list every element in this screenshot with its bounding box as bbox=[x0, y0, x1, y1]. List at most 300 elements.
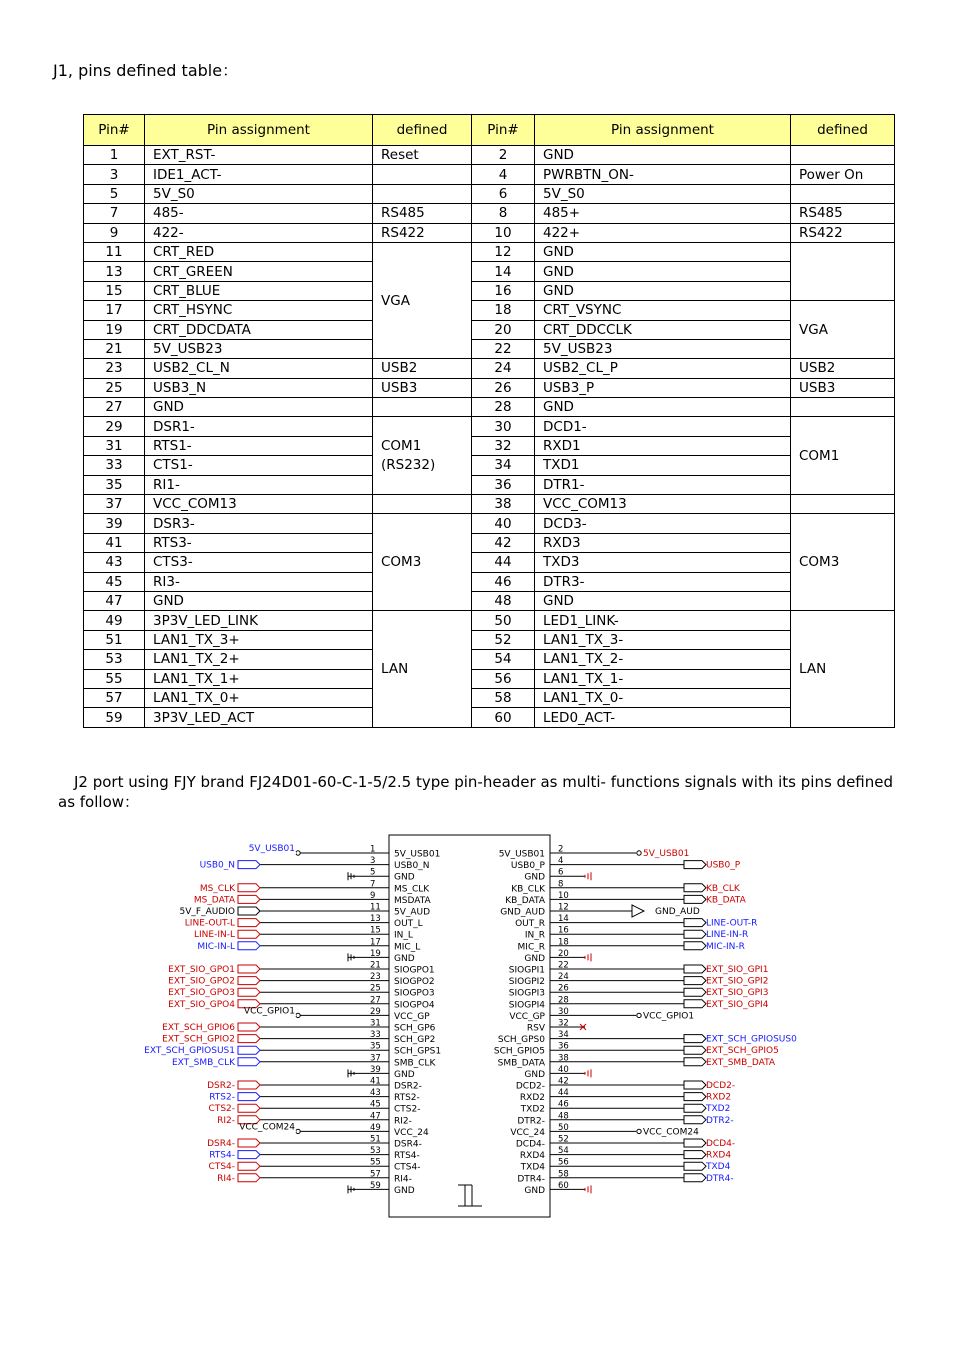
pin-number: 57 bbox=[84, 688, 145, 707]
audio-ground-icon bbox=[632, 905, 644, 917]
ground-icon bbox=[585, 1185, 591, 1193]
pin-assignment: USB3_P bbox=[535, 378, 791, 397]
ground-icon bbox=[585, 953, 591, 961]
pin-number-right: 8 bbox=[558, 879, 564, 890]
header-defined-left: defined bbox=[373, 115, 472, 146]
table-row bbox=[84, 146, 895, 165]
pin-inner-label: SCH_GPS1 bbox=[394, 1046, 442, 1057]
port-flag-icon bbox=[684, 861, 706, 869]
pin-number: 16 bbox=[472, 281, 535, 300]
pin-number: 4 bbox=[472, 165, 535, 184]
table-row bbox=[84, 514, 895, 533]
pin-inner-label: SIOGPO4 bbox=[394, 1000, 435, 1011]
pin-number-left: 41 bbox=[370, 1076, 381, 1087]
pin-number: 11 bbox=[84, 242, 145, 261]
pin-number: 46 bbox=[472, 572, 535, 591]
pin-number-right: 46 bbox=[558, 1099, 569, 1110]
right-net-label: 5V_USB01 bbox=[643, 849, 690, 859]
left-net-label: DSR4- bbox=[207, 1139, 235, 1149]
header-defined-right: defined bbox=[791, 115, 895, 146]
table-row bbox=[84, 591, 895, 610]
port-flag-icon bbox=[684, 965, 706, 973]
table-row bbox=[84, 553, 895, 572]
right-defined-cell: VGA bbox=[791, 301, 895, 359]
right-net-label: KB_DATA bbox=[706, 895, 746, 906]
pin-assignment: TXD3 bbox=[535, 553, 791, 572]
left-net-label: DSR2- bbox=[207, 1081, 235, 1091]
port-flag-icon bbox=[684, 1139, 706, 1147]
left-net-label: EXT_SIO_GPO2 bbox=[168, 976, 235, 987]
table-row bbox=[84, 533, 895, 552]
pin-number: 15 bbox=[84, 281, 145, 300]
pin-inner-label: KB_CLK bbox=[511, 884, 545, 895]
port-flag-icon bbox=[238, 919, 260, 927]
power-port-icon bbox=[637, 1129, 641, 1133]
pin-assignment: LAN1_TX_2+ bbox=[145, 650, 373, 669]
pin-inner-label: VCC_24 bbox=[510, 1127, 545, 1138]
pin-assignment: CTS3- bbox=[145, 553, 373, 572]
table-row bbox=[84, 165, 895, 184]
port-flag-icon bbox=[684, 895, 706, 903]
pin-inner-label: SCH_GPS0 bbox=[497, 1035, 545, 1046]
right-net-label: EXT_SCH_GPIO5 bbox=[706, 1046, 779, 1057]
pin-assignment: 422+ bbox=[535, 223, 791, 242]
right-net-label: LINE-IN-R bbox=[706, 930, 749, 941]
left-net-label: MS_DATA bbox=[193, 895, 235, 906]
pin-number: 31 bbox=[84, 436, 145, 455]
pin-number: 47 bbox=[84, 591, 145, 610]
left-defined-cell bbox=[373, 495, 472, 514]
pin-number-right: 60 bbox=[558, 1180, 569, 1191]
right-net-label: DTR4- bbox=[706, 1173, 734, 1184]
power-port-icon bbox=[296, 1013, 300, 1017]
right-net-label: GND_AUD bbox=[655, 907, 700, 917]
right-net-label: DCD4- bbox=[706, 1139, 736, 1149]
right-net-label: KB_CLK bbox=[706, 883, 740, 894]
left-net-label: EXT_SIO_GPO1 bbox=[168, 965, 235, 975]
pin-inner-label: DTR2- bbox=[517, 1116, 545, 1127]
port-flag-icon bbox=[684, 942, 706, 950]
pin-number-left: 25 bbox=[370, 983, 381, 994]
pin-assignment: LAN1_TX_3- bbox=[535, 630, 791, 649]
port-flag-icon bbox=[684, 1151, 706, 1159]
port-flag-icon bbox=[238, 1046, 260, 1054]
pin-number-left: 37 bbox=[370, 1053, 381, 1064]
right-net-label: USB0_P bbox=[706, 860, 741, 871]
pin-inner-label: GND bbox=[394, 1185, 415, 1196]
left-defined-cell: USB2 bbox=[373, 359, 472, 378]
pin-number: 20 bbox=[472, 320, 535, 339]
pin-number-left: 49 bbox=[370, 1122, 381, 1133]
pin-number-left: 5 bbox=[370, 867, 376, 878]
pin-assignment: RXD1 bbox=[535, 436, 791, 455]
port-flag-icon bbox=[684, 930, 706, 938]
port-flag-icon bbox=[684, 1093, 706, 1101]
right-defined-cell bbox=[791, 242, 895, 300]
pin-number-right: 24 bbox=[558, 972, 569, 983]
pin-number-left: 53 bbox=[370, 1146, 381, 1157]
pin-number-right: 30 bbox=[558, 1006, 569, 1017]
port-flag-icon bbox=[238, 1104, 260, 1112]
pin-inner-label: VCC_24 bbox=[394, 1127, 429, 1138]
pin-assignment: GND bbox=[535, 262, 791, 281]
pin-number-left: 47 bbox=[370, 1111, 381, 1122]
right-defined-cell bbox=[791, 495, 895, 514]
pin-inner-label: DSR2- bbox=[394, 1081, 422, 1092]
pin-number: 23 bbox=[84, 359, 145, 378]
port-flag-icon bbox=[238, 1139, 260, 1147]
pin-number-left: 13 bbox=[370, 914, 381, 925]
port-flag-icon bbox=[238, 861, 260, 869]
port-flag-icon bbox=[238, 1081, 260, 1089]
pin-number-left: 33 bbox=[370, 1030, 381, 1041]
port-flag-icon bbox=[684, 884, 706, 892]
header-assignment-left: Pin assignment bbox=[145, 115, 373, 146]
left-defined-cell bbox=[373, 184, 472, 203]
port-flag-icon bbox=[684, 1046, 706, 1054]
right-net-label: EXT_SIO_GPI1 bbox=[706, 965, 769, 975]
table-row bbox=[84, 611, 895, 630]
left-defined-cell: COM3 bbox=[373, 514, 472, 611]
pin-inner-label: 5V_USB01 bbox=[394, 849, 441, 860]
pin-assignment: 422- bbox=[145, 223, 373, 242]
left-defined-cell: Reset bbox=[373, 146, 472, 165]
pin-number-left: 29 bbox=[370, 1006, 381, 1017]
pin-inner-label: SCH_GP2 bbox=[394, 1035, 436, 1046]
pin-number-left: 59 bbox=[370, 1180, 381, 1191]
pin-number: 35 bbox=[84, 475, 145, 494]
pin-number: 2 bbox=[472, 146, 535, 165]
port-flag-icon bbox=[238, 1058, 260, 1066]
pin-number: 6 bbox=[472, 184, 535, 203]
table-row bbox=[84, 475, 895, 494]
pin-number: 28 bbox=[472, 398, 535, 417]
pin-number: 58 bbox=[472, 688, 535, 707]
pin-inner-label: RI2- bbox=[394, 1116, 412, 1127]
left-net-label: RTS2- bbox=[209, 1092, 235, 1103]
j2-schematic bbox=[110, 818, 830, 1238]
left-defined-cell: COM1 (RS232) bbox=[373, 417, 472, 495]
pin-assignment: CRT_DDCCLK bbox=[535, 320, 791, 339]
pin-inner-label: MS_CLK bbox=[394, 884, 430, 895]
power-port-icon bbox=[296, 1129, 300, 1133]
pin-number-right: 56 bbox=[558, 1157, 569, 1168]
table-row bbox=[84, 359, 895, 378]
pin-inner-label: SCH_GP6 bbox=[394, 1023, 436, 1034]
port-flag-icon bbox=[238, 1023, 260, 1031]
pin-number-left: 31 bbox=[370, 1018, 381, 1029]
pin-inner-label: GND bbox=[394, 872, 415, 883]
pin-number-right: 26 bbox=[558, 983, 569, 994]
pin-assignment: LAN1_TX_2- bbox=[535, 650, 791, 669]
pin-number: 25 bbox=[84, 378, 145, 397]
port-flag-icon bbox=[238, 988, 260, 996]
right-net-label: DTR2- bbox=[706, 1115, 734, 1126]
pin-number-right: 48 bbox=[558, 1111, 569, 1122]
pin-assignment: USB3_N bbox=[145, 378, 373, 397]
table-row bbox=[84, 223, 895, 242]
pin-assignment: PWRBTN_ON- bbox=[535, 165, 791, 184]
pin-inner-label: GND bbox=[394, 953, 415, 964]
page-title: J1, pins defined table： bbox=[53, 61, 239, 80]
table-row bbox=[84, 572, 895, 591]
pin-number: 53 bbox=[84, 650, 145, 669]
pin-inner-label: IN_R bbox=[524, 930, 545, 941]
pin-assignment: RTS1- bbox=[145, 436, 373, 455]
pin-inner-label: SIOGPI1 bbox=[508, 965, 545, 976]
pin-number: 26 bbox=[472, 378, 535, 397]
port-flag-icon bbox=[238, 1035, 260, 1043]
left-net-label: EXT_SCH_GPIOSUS1 bbox=[144, 1046, 235, 1057]
right-defined-cell: USB3 bbox=[791, 378, 895, 397]
pin-assignment: RXD3 bbox=[535, 533, 791, 552]
pin-assignment: RI1- bbox=[145, 475, 373, 494]
pin-assignment: GND bbox=[535, 398, 791, 417]
header-pin-left: Pin# bbox=[84, 115, 145, 146]
left-net-label: MIC-IN-L bbox=[197, 941, 235, 952]
table-row bbox=[84, 456, 895, 475]
left-net-label: VCC_GPIO1 bbox=[243, 1006, 295, 1017]
pin-number-right: 44 bbox=[558, 1088, 569, 1099]
pin-number: 18 bbox=[472, 301, 535, 320]
left-net-label: LINE-IN-L bbox=[194, 930, 235, 941]
pin-number-left: 35 bbox=[370, 1041, 381, 1052]
pin-number: 50 bbox=[472, 611, 535, 630]
pin-number-right: 38 bbox=[558, 1053, 569, 1064]
table-row bbox=[84, 669, 895, 688]
pin-number-right: 10 bbox=[558, 890, 569, 901]
right-defined-cell bbox=[791, 146, 895, 165]
pin-number-right: 22 bbox=[558, 960, 569, 971]
power-port-icon bbox=[637, 851, 641, 855]
pin-assignment: VCC_COM13 bbox=[535, 495, 791, 514]
pin-assignment: USB2_CL_N bbox=[145, 359, 373, 378]
table-row bbox=[84, 242, 895, 261]
pin-number-right: 18 bbox=[558, 937, 569, 948]
pin-inner-label: DSR4- bbox=[394, 1139, 422, 1150]
port-flag-icon bbox=[684, 1058, 706, 1066]
pin-number-left: 17 bbox=[370, 937, 381, 948]
pin-number-right: 50 bbox=[558, 1122, 569, 1133]
left-net-label: USB0_N bbox=[199, 860, 235, 871]
right-defined-cell: COM1 bbox=[791, 417, 895, 495]
pin-number-right: 42 bbox=[558, 1076, 569, 1087]
pin-inner-label: SIOGPI3 bbox=[508, 988, 545, 999]
left-net-label: LINE-OUT-L bbox=[184, 918, 235, 929]
pin-number-left: 45 bbox=[370, 1099, 381, 1110]
pin-number: 37 bbox=[84, 495, 145, 514]
pin-inner-label: SIOGPI2 bbox=[508, 977, 545, 988]
pin-inner-label: MIC_L bbox=[394, 942, 421, 953]
pin-inner-label: OUT_R bbox=[515, 919, 545, 930]
pin-inner-label: TXD4 bbox=[520, 1162, 545, 1173]
pin-inner-label: SIOGPO2 bbox=[394, 977, 435, 988]
pin-number: 21 bbox=[84, 339, 145, 358]
pin-number-right: 28 bbox=[558, 995, 569, 1006]
pin-number: 14 bbox=[472, 262, 535, 281]
pin-assignment: 5V_S0 bbox=[145, 184, 373, 203]
pin-number: 22 bbox=[472, 339, 535, 358]
port-flag-icon bbox=[684, 977, 706, 985]
pin-number: 29 bbox=[84, 417, 145, 436]
pin-number: 12 bbox=[472, 242, 535, 261]
pin-inner-label: SIOGPI4 bbox=[508, 1000, 545, 1011]
right-net-label: RXD4 bbox=[706, 1150, 732, 1161]
pin-number-right: 16 bbox=[558, 925, 569, 936]
pin-inner-label: CTS2- bbox=[394, 1104, 421, 1115]
right-net-label: VCC_GPIO1 bbox=[643, 1011, 695, 1022]
pin-number-right: 34 bbox=[558, 1030, 569, 1041]
pin-number: 40 bbox=[472, 514, 535, 533]
pin-assignment: LAN1_TX_0- bbox=[535, 688, 791, 707]
table-row bbox=[84, 495, 895, 514]
port-flag-icon bbox=[238, 1162, 260, 1170]
pin-number-right: 2 bbox=[558, 844, 564, 855]
right-defined-cell: COM3 bbox=[791, 514, 895, 611]
pin-inner-label: CTS4- bbox=[394, 1162, 421, 1173]
right-net-label: VCC_COM24 bbox=[643, 1127, 699, 1138]
port-flag-icon bbox=[684, 1035, 706, 1043]
pin-number-left: 19 bbox=[370, 948, 381, 959]
pin-assignment: DCD1- bbox=[535, 417, 791, 436]
pin-number: 43 bbox=[84, 553, 145, 572]
pin-number: 10 bbox=[472, 223, 535, 242]
pin-inner-label: KB_DATA bbox=[505, 895, 545, 906]
left-defined-cell: LAN bbox=[373, 611, 472, 727]
pin-assignment: LAN1_TX_1- bbox=[535, 669, 791, 688]
table-row bbox=[84, 281, 895, 300]
pin-assignment: GND bbox=[535, 591, 791, 610]
left-defined-cell: VGA bbox=[373, 242, 472, 358]
pin-inner-label: RTS4- bbox=[394, 1151, 420, 1162]
pin-number: 56 bbox=[472, 669, 535, 688]
pin-number-right: 40 bbox=[558, 1064, 569, 1075]
j2-description: J2 port using FJY brand FJ24D01-60-C-1-5/2.5 type pin-header as multi- functions signals with its pins defined as follow： bbox=[58, 773, 894, 811]
pin-number-left: 1 bbox=[370, 844, 376, 855]
table-row bbox=[84, 262, 895, 281]
pin-inner-label: GND bbox=[524, 1069, 545, 1080]
pin-assignment: CRT_HSYNC bbox=[145, 301, 373, 320]
pin-assignment: GND bbox=[535, 281, 791, 300]
port-flag-icon bbox=[238, 1151, 260, 1159]
pin-table-body bbox=[84, 146, 895, 728]
pin-number-right: 58 bbox=[558, 1169, 569, 1180]
pin-assignment: 3P3V_LED_LINK bbox=[145, 611, 373, 630]
pin-assignment: USB2_CL_P bbox=[535, 359, 791, 378]
pin-number: 8 bbox=[472, 204, 535, 223]
pin-number: 32 bbox=[472, 436, 535, 455]
header-assignment-right: Pin assignment bbox=[535, 115, 791, 146]
left-net-label: EXT_SIO_GPO3 bbox=[168, 988, 235, 999]
pin-number-right: 12 bbox=[558, 902, 569, 913]
right-net-label: EXT_SIO_GPI4 bbox=[706, 999, 769, 1010]
pin-assignment: 5V_USB23 bbox=[535, 339, 791, 358]
pin-number: 30 bbox=[472, 417, 535, 436]
pin-assignment: IDE1_ACT- bbox=[145, 165, 373, 184]
pin-inner-label: SIOGPO1 bbox=[394, 965, 435, 976]
pin-number-left: 57 bbox=[370, 1169, 381, 1180]
pin-assignment: CRT_DDCDATA bbox=[145, 320, 373, 339]
pin-number: 52 bbox=[472, 630, 535, 649]
pin-number: 45 bbox=[84, 572, 145, 591]
pin-number-left: 51 bbox=[370, 1134, 381, 1145]
pin-inner-label: GND bbox=[524, 872, 545, 883]
pin-number: 39 bbox=[84, 514, 145, 533]
pin-assignment: 485+ bbox=[535, 204, 791, 223]
port-flag-icon bbox=[684, 1116, 706, 1124]
pin-inner-label: GND_AUD bbox=[500, 907, 545, 918]
left-net-label: EXT_SMB_CLK bbox=[171, 1057, 235, 1068]
pin-assignment: CRT_RED bbox=[145, 242, 373, 261]
right-net-label: MIC-IN-R bbox=[706, 941, 745, 952]
pin-number-left: 15 bbox=[370, 925, 381, 936]
pin-assignment: GND bbox=[145, 591, 373, 610]
table-row bbox=[84, 339, 895, 358]
pin-number-left: 43 bbox=[370, 1088, 381, 1099]
pin-assignment: DTR1- bbox=[535, 475, 791, 494]
pin-assignment: CTS1- bbox=[145, 456, 373, 475]
pin-number: 33 bbox=[84, 456, 145, 475]
pin-inner-label: SMB_DATA bbox=[497, 1058, 545, 1069]
pin-assignment: GND bbox=[145, 398, 373, 417]
pin-number-right: 52 bbox=[558, 1134, 569, 1145]
table-row bbox=[84, 708, 895, 727]
pin-number: 9 bbox=[84, 223, 145, 242]
pin-number: 41 bbox=[84, 533, 145, 552]
port-flag-icon bbox=[238, 942, 260, 950]
left-net-label: 5V_USB01 bbox=[248, 844, 295, 854]
ground-icon bbox=[585, 872, 591, 880]
pin-inner-label: SCH_GPIO5 bbox=[493, 1046, 545, 1057]
right-net-label: TXD2 bbox=[706, 1104, 731, 1115]
table-row bbox=[84, 630, 895, 649]
pin-number-left: 23 bbox=[370, 972, 381, 983]
port-flag-icon bbox=[238, 965, 260, 973]
pin-inner-label: DCD4- bbox=[515, 1139, 545, 1150]
pin-number: 24 bbox=[472, 359, 535, 378]
pin-number-left: 7 bbox=[370, 879, 376, 890]
left-net-label: RI4- bbox=[217, 1173, 235, 1184]
pin-inner-label: RSV bbox=[526, 1023, 545, 1034]
pin-assignment: LED1_LINK- bbox=[535, 611, 791, 630]
pin-inner-label: SIOGPO3 bbox=[394, 988, 435, 999]
pin-assignment: 5V_S0 bbox=[535, 184, 791, 203]
port-flag-icon bbox=[684, 919, 706, 927]
port-flag-icon bbox=[238, 977, 260, 985]
pin-inner-label: RXD2 bbox=[519, 1093, 545, 1104]
pin-assignment: 5V_USB23 bbox=[145, 339, 373, 358]
pin-assignment: VCC_COM13 bbox=[145, 495, 373, 514]
j1-pin-table bbox=[83, 114, 895, 728]
pin-inner-label: 5V_USB01 bbox=[498, 849, 545, 860]
right-net-label: LINE-OUT-R bbox=[706, 918, 758, 929]
pin-number: 60 bbox=[472, 708, 535, 727]
table-row bbox=[84, 204, 895, 223]
table-row bbox=[84, 688, 895, 707]
pin-inner-label: GND bbox=[524, 953, 545, 964]
right-net-label: EXT_SCH_GPIOSUS0 bbox=[706, 1034, 797, 1045]
right-defined-cell: USB2 bbox=[791, 359, 895, 378]
pin-assignment: GND bbox=[535, 242, 791, 261]
pin-number-left: 9 bbox=[370, 890, 376, 901]
pin-number: 36 bbox=[472, 475, 535, 494]
pin-number: 34 bbox=[472, 456, 535, 475]
pin-inner-label: VCC_GP bbox=[509, 1011, 545, 1022]
header-pin-right: Pin# bbox=[472, 115, 535, 146]
port-flag-icon bbox=[238, 907, 260, 915]
right-net-label: TXD4 bbox=[706, 1162, 731, 1173]
pin-inner-label: RXD4 bbox=[519, 1151, 545, 1162]
